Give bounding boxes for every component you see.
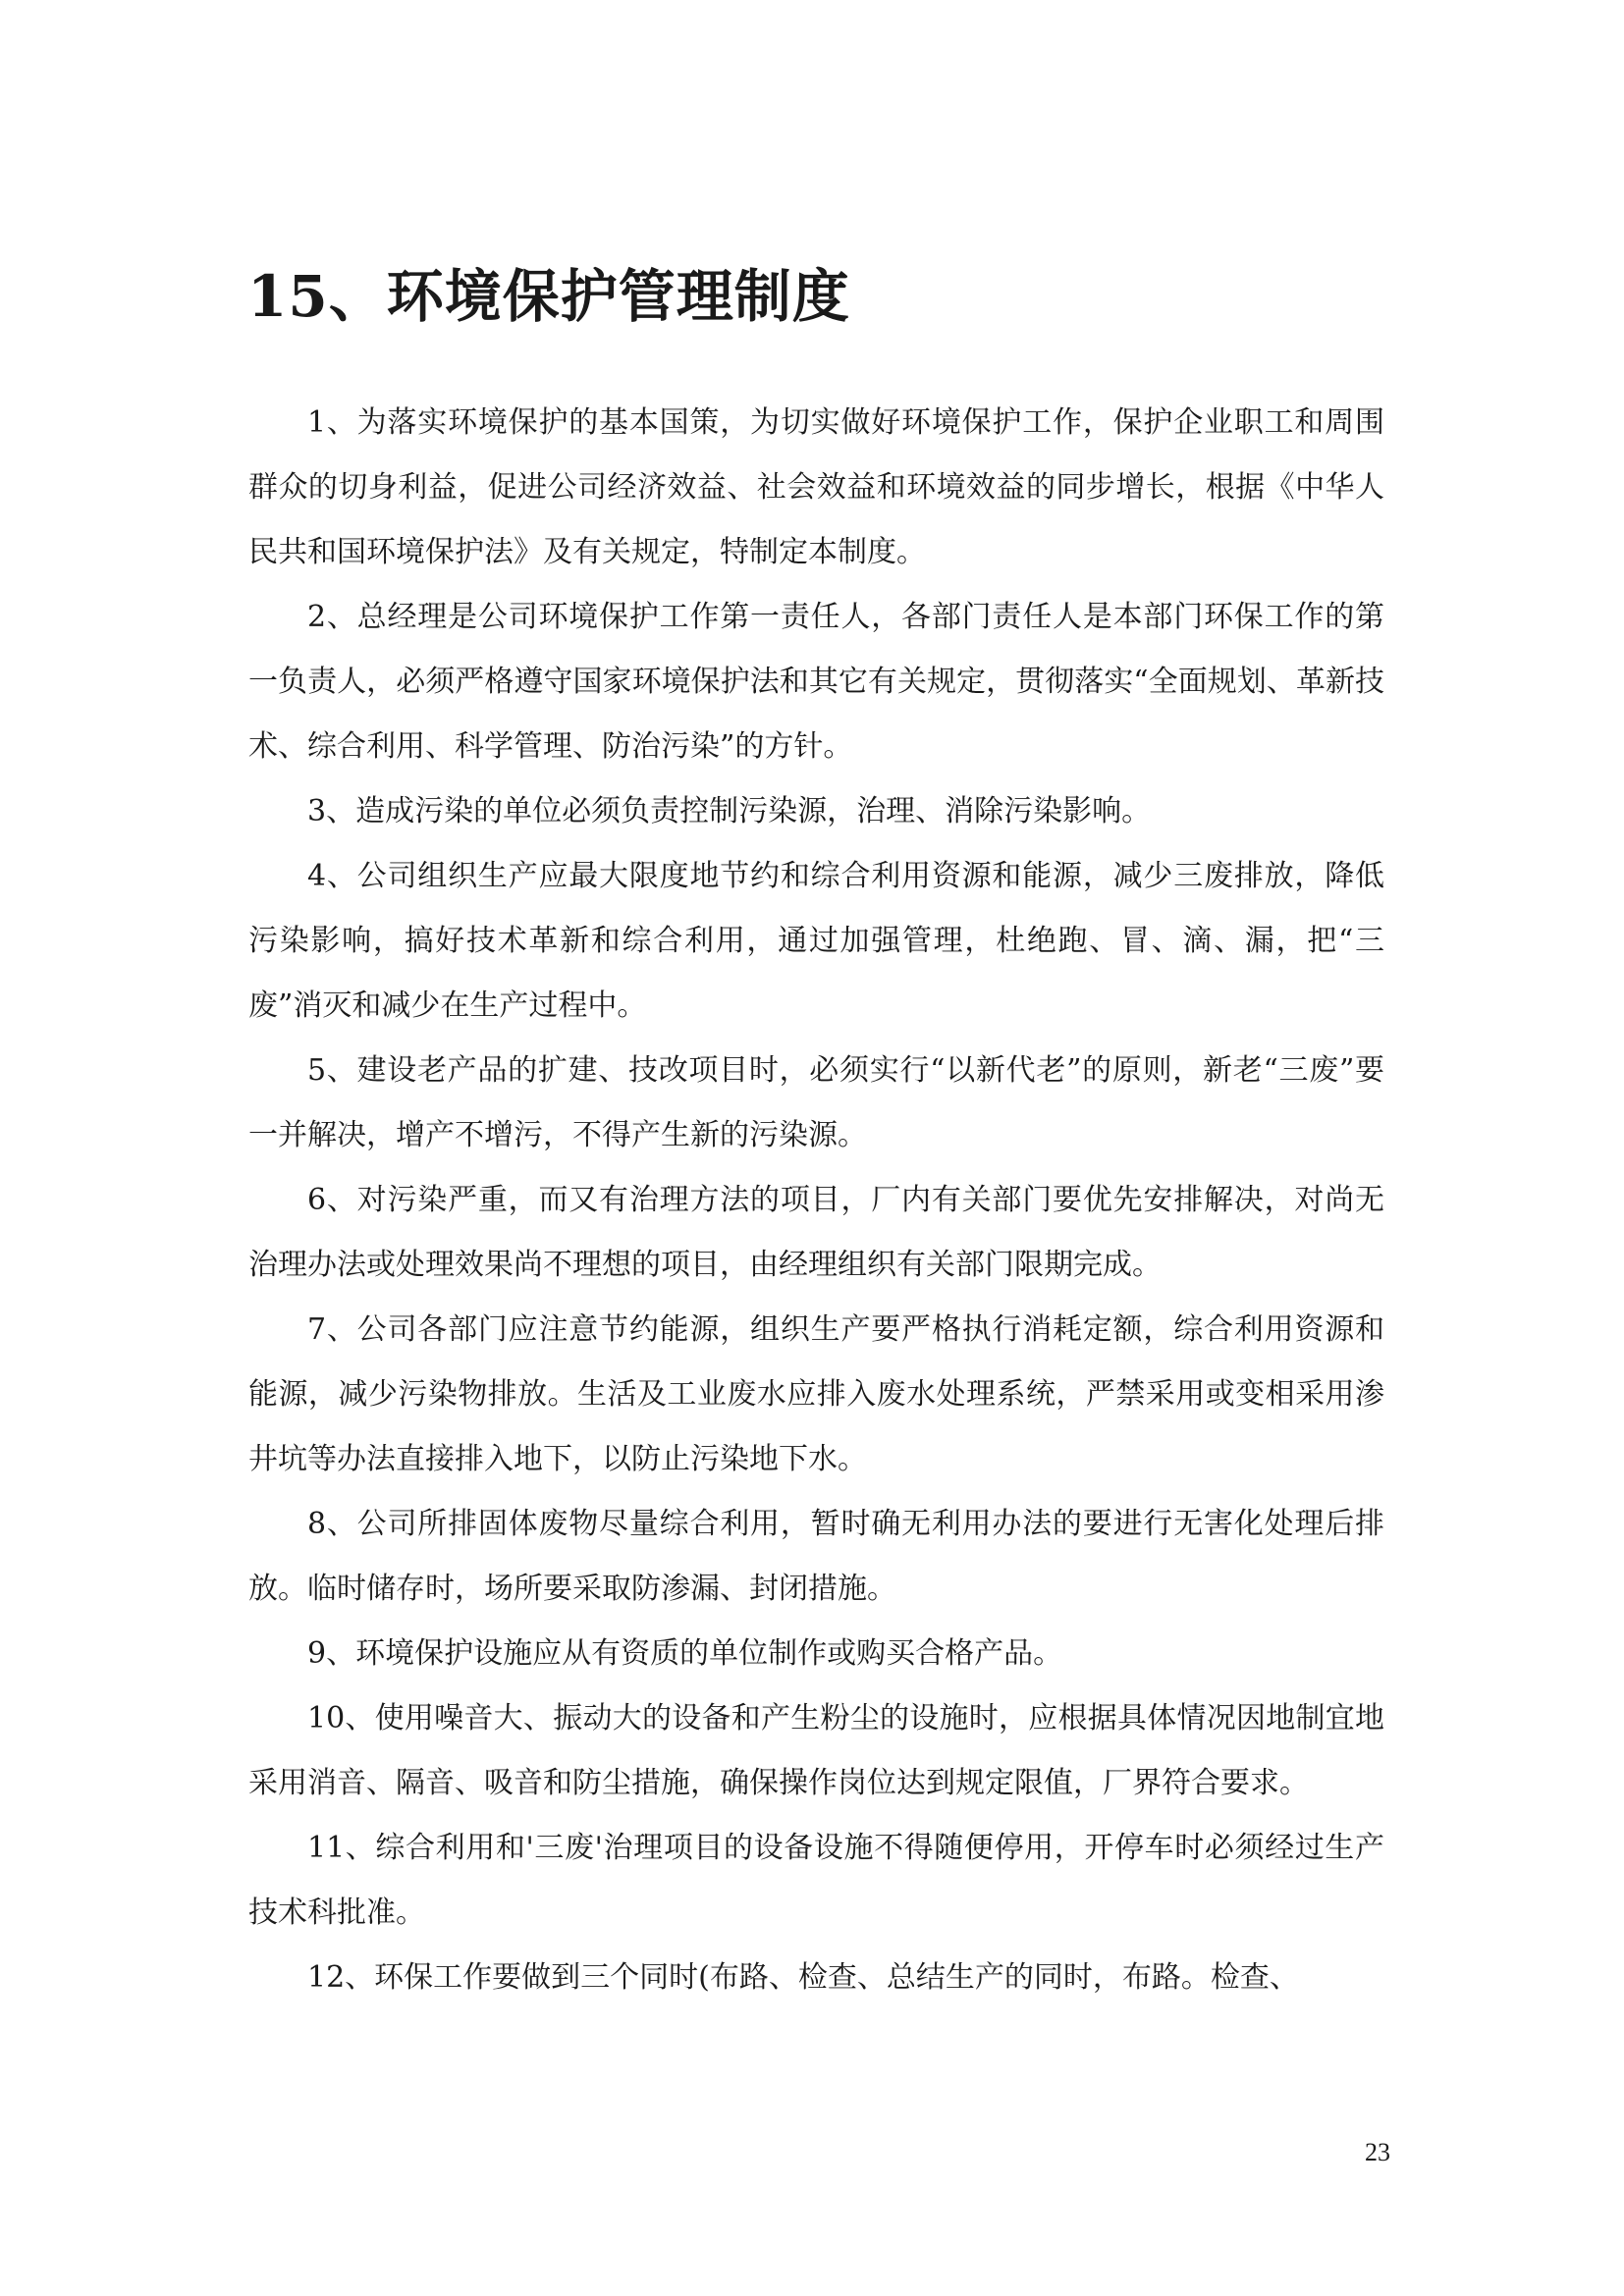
- page-title: 15、环境保护管理制度: [247, 263, 850, 330]
- paragraph-2: 2、总经理是公司环境保护工作第一责任人，各部门责任人是本部门环保工作的第一负责人，必须严格遵守国家环境保护法和其它有关规定，贯彻落实“全面规划、革新技术、综合利用、科学管理、防治污染”的方针。: [248, 600, 1384, 764]
- paragraph-3: 3、造成污染的单位必须负责控制污染源，治理、消除污染影响。: [307, 794, 1152, 828]
- paragraph-8: 8、公司所排固体废物尽量综合利用，暂时确无利用办法的要进行无害化处理后排放。临时储存时，场所要采取防渗漏、封闭措施。: [248, 1507, 1384, 1606]
- page-number: 23: [1365, 2138, 1390, 2166]
- paragraph-11: 11、综合利用和'三废'治理项目的设备设施不得随便停用，开停车时必须经过生产技术科批准。: [248, 1831, 1384, 1930]
- paragraph-1: 1、为落实环境保护的基本国策，为切实做好环境保护工作，保护企业职工和周围群众的切身利益，促进公司经济效益、社会效益和环境效益的同步增长，根据《中华人民共和国环境保护法》及有关规定，特制定本制度。: [248, 405, 1384, 569]
- paragraph-7: 7、公司各部门应注意节约能源，组织生产要严格执行消耗定额，综合利用资源和能源，减少污染物排放。生活及工业废水应排入废水处理系统，严禁采用或变相采用渗井坑等办法直接排入地下，以防止污染地下水。: [248, 1312, 1384, 1476]
- paragraph-12: 12、环保工作要做到三个同时(布路、检查、总结生产的同时，布路。检查、: [307, 1960, 1299, 1995]
- paragraph-5: 5、建设老产品的扩建、技改项目时，必须实行“以新代老”的原则，新老“三废”要一并解决，增产不增污，不得产生新的污染源。: [248, 1053, 1384, 1152]
- paragraph-6: 6、对污染严重，而又有治理方法的项目，厂内有关部门要优先安排解决，对尚无治理办法或处理效果尚不理想的项目，由经理组织有关部门限期完成。: [248, 1183, 1384, 1282]
- document-body: [248, 391, 1384, 2010]
- paragraph-10: 10、使用噪音大、振动大的设备和产生粉尘的设施时，应根据具体情况因地制宜地采用消音、隔音、吸音和防尘措施，确保操作岗位达到规定限值，厂界符合要求。: [248, 1701, 1384, 1800]
- paragraph-4: 4、公司组织生产应最大限度地节约和综合利用资源和能源，减少三废排放，降低污染影响，搞好技术革新和综合利用，通过加强管理，杜绝跑、冒、滴、漏，把“三废”消灭和减少在生产过程中。: [248, 859, 1384, 1023]
- paragraph-9: 9、环境保护设施应从有资质的单位制作或购买合格产品。: [307, 1636, 1063, 1671]
